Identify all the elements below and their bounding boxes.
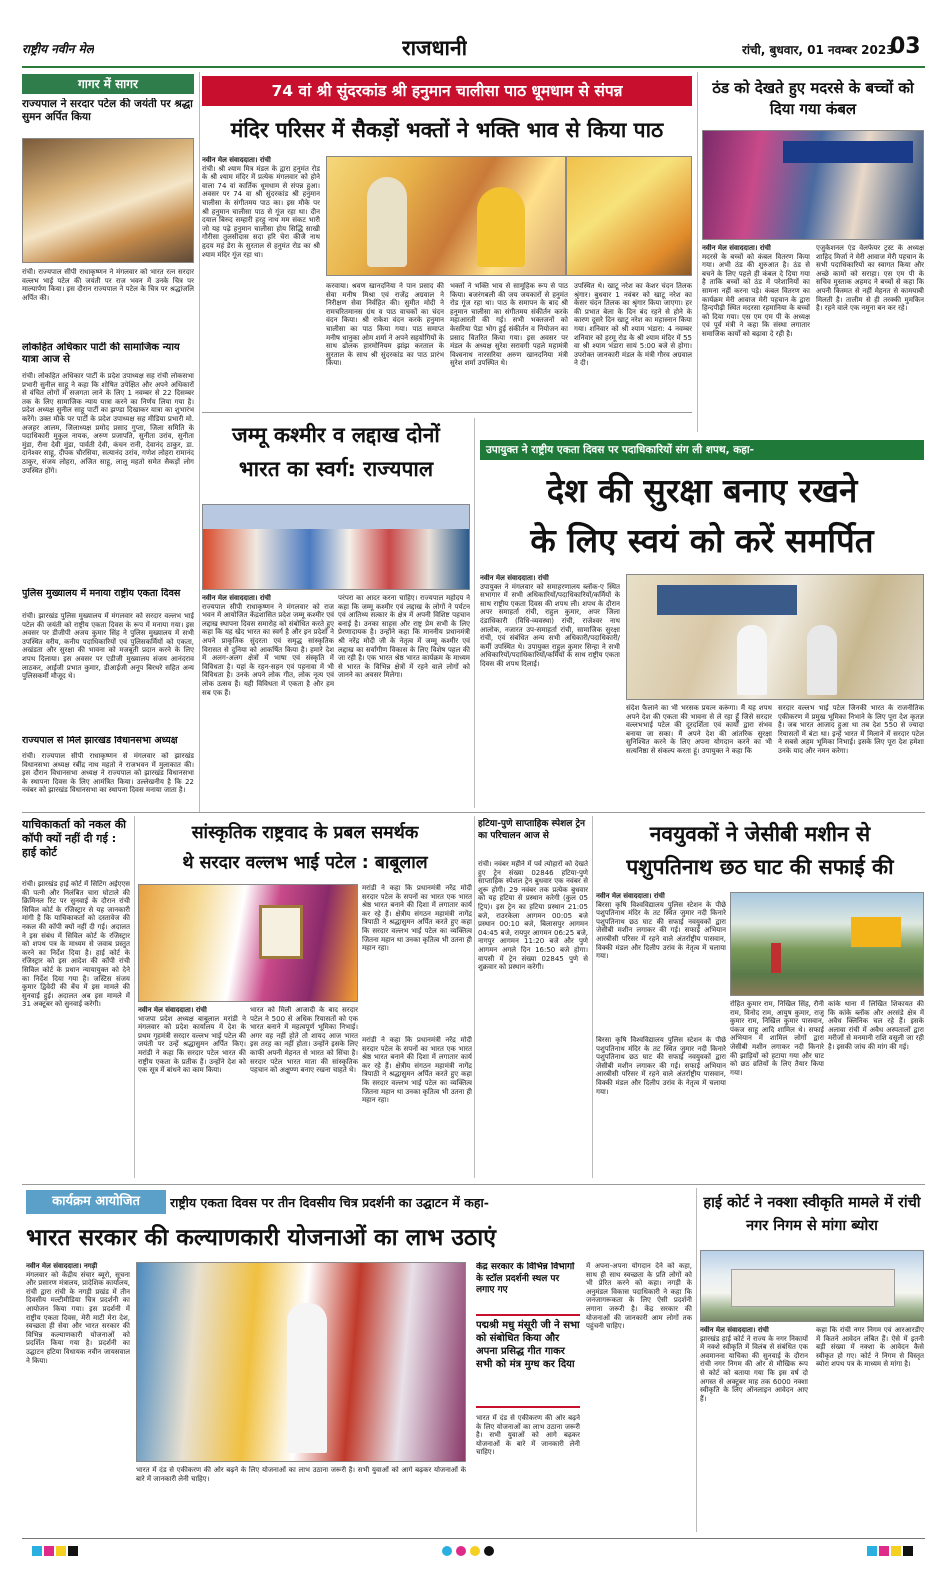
story-body: रांची। राज्यपाल सीपी राधाकृष्णन ने मंगलवार को भारत रत्न सरदार वल्लभ भाई पटेल की जयंती पर राज भवन में उनके चित्र पर माल्यार्पण किया। इस दौरान राज्यपाल ने पटेल के चित्र पर श्रद्धांजलि अर्पित की। xyxy=(22,268,194,302)
banner-strip xyxy=(783,141,913,163)
sundarkand-photo xyxy=(326,156,566,276)
portrait-frame xyxy=(259,905,303,959)
story-headline: पुलिस मुख्यालय में मनाया राष्ट्रीय एकता दिवस xyxy=(22,588,181,599)
high-court-photo xyxy=(700,1250,924,1322)
left-column xyxy=(22,70,196,815)
story-body: संदेश फैलाने का भी भरसक प्रयत्न करूंगा। मैं यह शपथ अपने देश की एकता की भावना से ले रहा हूँ जिसे सरदार वल्लभभाई पटेल की दूरदर्शिता एवं कार्यों द्वारा संभव बनाया जा सका। मैं अपने देश की आंतरिक सुरक्षा सुनिश्चित करने के लिए अपना योगदान करने का भी सत्यनिष्ठा से संकल्प करता हूं। उपायुक्त ने कहा कि xyxy=(626,704,772,755)
dateline: रांची, बुधवार, 01 नवम्बर 2023 xyxy=(742,43,895,57)
story-body: बिरसा कृषि विश्वविद्यालय पुलिस स्टेशन के पीछे पशुपतिनाथ मंदिर के तट स्थित जुमार नदी किनारे पशुपतिनाथ छठ घाट की सफाई नवयुवकों द्वारा जेसीबी मशीन लगाकर की गई। सफाई अभियान आरबीसी परिसर में रहने वाले अंतर्राष्ट्रीय पासवान, विक्की मंडल और दिलीप उरांव के नेतृत्व में चलाया गया। xyxy=(596,1036,726,1096)
story-body: कहा कि रांची नगर निगम एवं आरआरडीए में कितने आवेदन लंबित हैं। ऐसे में इतनी बड़ी संख्या में नक्शा के आवेदन कैसे स्वीकृत हो गए। कोर्ट ने निगम से विस्तृत ब्योरा शपथ पत्र के माध्यम से मांगा है। xyxy=(816,1326,924,1369)
byline: नवीन मेल संवाददाता। नगड़ी xyxy=(26,1262,98,1270)
story-text: मंगलवार को केंद्रीय संचार ब्यूरो, सूचना और प्रसारण मंत्रालय, प्रादेशिक कार्यालय, रांची द्वारा रांची के नगड़ी प्रखंड में तीन दिवसीय मल्टीमीडिया चित्र प्रदर्शनी का आयोजन किया गया। इस प्रदर्शनी में राष्ट्रीय एकता दिवस, मेरी माटी मेरा देश, स्वच्छता ही सेवा और भारत सरकार की विभिन्न कल्याणकारी योजनाओं को प्रदर्शित किया गया है। प्रदर्शनी का उद्घाटन हटिया विधायक नवीन जायसवाल ने किया। xyxy=(26,1270,130,1365)
story-text: उपायुक्त ने मंगलवार को समाहरणालय ब्लॉक-ए स्थित सभागार में सभी अधिकारियों/पदाधिकारियों/कर्मियों के साथ राष्ट्रीय एकता दिवस की शपथ ली। शपथ के दौरान अपर समाहर्ता रांची, राहुल कुमार, अपर जिला दंडाधिकारी (विधि-व्यवस्था) रांची, राजेश्वर नाथ आलोक, नजारत उप-समाहर्ता रांची, सामाजिक सुरक्षा रांची, एवं संबंधित अन्य सभी अधिकारी/पदाधिकारी/कर्मी उपस्थित थे। उपायुक्त राहुल कुमार सिन्हा ने सभी अधिकारियों/पदाधिकारियों/कर्मियों के साथ राष्ट्रीय एकता दिवस की शपथ दिलाई। xyxy=(480,582,620,668)
story-body xyxy=(26,1262,130,1530)
building-shape xyxy=(731,1269,895,1307)
byline: नवीन मेल संवाददाता। रांची xyxy=(596,892,665,900)
story-body: भारत में दंड से एकीकरण की ओर बढ़ने के लिए योजनाओं का लाभ उठाना जरूरी है। सभी युवाओं को आगे बढ़कर योजनाओं के बारे में जानकारी लेनी चाहिए। xyxy=(136,1466,466,1483)
madrasa-photo xyxy=(702,130,924,240)
registration-mark xyxy=(32,1546,42,1556)
story-body: भारत में दंड से एकीकरण की ओर बढ़ने के लिए योजनाओं का लाभ उठाना जरूरी है। सभी युवाओं को आगे बढ़कर योजनाओं के बारे में जानकारी लेनी चाहिए। xyxy=(476,1414,580,1457)
registration-mark xyxy=(56,1546,66,1556)
unity-headline-line1: देश की सुरक्षा बनाए रखने xyxy=(546,471,858,510)
section-label: कार्यक्रम आयोजित xyxy=(26,1190,166,1214)
byline: नवीन मेल संवाददाता। रांची xyxy=(700,1326,769,1334)
registration-mark xyxy=(484,1546,494,1556)
byline: नवीन मेल संवाददाता। रांची xyxy=(702,244,771,252)
registration-mark xyxy=(879,1546,889,1556)
section-title: राजधानी xyxy=(402,36,468,60)
train-headline: हटिया-पुणे साप्ताहिक स्पेशल ट्रेन का परिचालन आज से xyxy=(478,819,585,841)
jk-headline-line2: भारत का स्वर्ग: राज्यपाल xyxy=(238,457,434,481)
story-body: में अपना-अपना योगदान देने को कहा, साथ ही साथ स्वच्छता के प्रति लोगों को भी प्रेरित करने को कहा। नगड़ी के अनुमंडल विकास पदाधिकारी ने कहा कि जनजागरूकता के लिए ऐसी प्रदर्शनी लगाना जरूरी है। केंद्र सरकार की योजनाओं की जानकारी आम लोगों तक पहुंचनी चाहिए। xyxy=(586,1262,692,1331)
jcb-photo xyxy=(730,892,924,996)
devotee-figure xyxy=(477,187,525,267)
registration-mark xyxy=(867,1546,877,1556)
story-text: झारखंड हाई कोर्ट ने राज्य के नगर निकायों में नक्शे स्वीकृति में विलंब से संबंधित एक अवमानना याचिका की सुनवाई के दौरान रांची नगर निगम की ओर से मौखिक रूप से कोर्ट को बताया गया कि इस वर्ष दो अगस्त से अक्टूबर माह तक 6000 नक्शा स्वीकृति के लिए ऑनलाइन आवेदन आए हैं। xyxy=(700,1334,808,1403)
unity-headline xyxy=(480,466,924,570)
section-label: गागर में सागर xyxy=(22,74,194,94)
story-body: एजुकेशनल एंड वेलफेयर ट्रस्ट के अध्यक्ष शाहिद मिर्जा ने मेरी आवाज मेरी पहचान के सभी पदाधिकारियों का स्वागत किया और अच्छे कामों को सराहा। एस एम पी के सचिव मुस्ताक अहमद ने बच्चों से कहा कि अपनी किस्मत से नहीं मेहनत से कामयाबी मिलती है। तालीम से ही तरक्की मुमकिन है। रहने वाले एक नमूना बन कर रहे। xyxy=(816,244,924,313)
jk-photo xyxy=(202,504,470,590)
exhibition-sidehead: केंद्र सरकार के विभिन्न विभागों के स्टॉल प्रदर्शनी स्थल पर लगाए गए xyxy=(476,1262,575,1295)
story-headline: राज्यपाल से मिले झारखंड विधानसभा अध्यक्ष xyxy=(22,736,178,746)
story-body xyxy=(702,244,810,432)
stage-banner xyxy=(203,505,470,529)
patel-headline xyxy=(138,818,472,880)
story-body: भक्तों ने भक्ति भाव से सामूहिक रूप से पाठ किया। बजरंगबली की जय जयकारों से हनुमंत रोड गूंज रहा था। पाठ के समापन के बाद श्री हनुमान चालीसा का संगीतमय संकीर्तन करके महाआरती की गई। सभी भक्तजनों को केसरिया पेडा भोग हुई संकीर्तन व नियोजन का प्रसाद वितरित किया गया। इस अवसर पर मंडल के अध्यक्ष सुरेश सरावगी पहले महामंत्री विश्वनाथ नारसरिया अरुण खानदनिया मंत्री सुरेश शर्मा उपस्थित थे। xyxy=(450,282,568,368)
story-body xyxy=(202,594,334,806)
hc-map-headline: हाई कोर्ट ने नक्शा स्वीकृति मामले में रांची नगर निगम से मांगा ब्योरा xyxy=(703,1195,921,1234)
story-body: भारत को मिली आजादी के बाद सरदार पटेल ने 500 से अधिक रियासतों को एक भारत बनाने में महत्वपूर्ण भूमिका निभाई। अगर वह नहीं होते तो शायद आज भारत इस तरह का नहीं होता। उन्होंने इसके लिए काफी अपनी मेहनत से भारत को सिंचा है। सरदार पटेल भारत माता की सांस्कृतिक पहचान को अक्षुण्ण बनाए रखना चाहते थे। xyxy=(250,1006,358,1075)
patel-headline-line2: थे सरदार वल्लभ भाई पटेल : बाबूलाल xyxy=(182,853,428,873)
byline: नवीन मेल संवाददाता। रांची xyxy=(138,1006,207,1014)
official-figure xyxy=(737,625,767,695)
byline: नवीन मेल संवाददाता। रांची xyxy=(480,574,549,582)
pull-quote: पद्मश्री मधु मंसूरी जी ने सभा को संबोधित किया और अपना प्रसिद्ध गीत गाकर सभी को मंत्र मुग्ध कर दिया xyxy=(476,1314,580,1408)
story-text: मदरसे के बच्चों को कंबल वितरण किया गया। अभी ठंड की शुरुआत है। ठंड से बचने के लिए पहले ही कंबल दे दिया गया है ताकि बच्चों को ठंड में परेशानियों का सामना नहीं करना पड़े। कंबल वितरण का कार्यक्रम मेरी आवाज मेरी पहचान के द्वारा हिन्दपीढ़ी स्थित मदरसा रहमानिया के बच्चों को दिया गया। एस एम एम पी के अध्यक्ष एवं पूर्व मंत्री ने कहा कि संस्था लगातार समाजिक कार्यों को बढ़ावा दे रही है। xyxy=(702,252,810,338)
byline: नवीन मेल संवाददाता। रांची xyxy=(202,594,271,602)
sundarkand-headline: मंदिर परिसर में सैकड़ों भक्तों ने भक्ति भाव से किया पाठ xyxy=(230,118,664,142)
story-body xyxy=(138,1006,246,1178)
byline: नवीन मेल संवाददाता। रांची xyxy=(202,156,271,164)
petition-headline: याचिकाकर्ता को नकल की कॉपी क्यों नहीं दी गई : हाई कोर्ट xyxy=(22,818,127,859)
patel-headline-line1: सांस्कृतिक राष्ट्रवाद के प्रबल समर्थक xyxy=(191,823,419,843)
worker-figure xyxy=(771,943,781,973)
story-body: कांके थाना में लिखित शिकायत की कि कांके ब्लॉक और अरसंडे क्षेत्र में अवैध क्लिनिक चल रहे हैं। इसके अलावा रांची में अवैध अस्पतालों द्वारा मरीजों से मनमानी राशि वसूली जा रही है। इसकी जांच की मांग की गई। xyxy=(828,1000,924,1051)
registration-mark xyxy=(891,1546,901,1556)
exhibition-kicker: राष्ट्रीय एकता दिवस पर तीन दिवसीय चित्र प्रदर्शनी का उद्घाटन में कहा- xyxy=(170,1195,489,1210)
story-body xyxy=(700,1326,808,1530)
official-figure xyxy=(807,625,837,695)
exhibition-photo xyxy=(136,1262,466,1462)
story-body: रांची। राज्यपाल सीपी राधाकृष्णन से मंगलवार को झारखंड विधानसभा अध्यक्ष रबींद्र नाथ महतो ने राजभवन में मुलाकात की। इस दौरान विधानसभा अध्यक्ष ने राज्यपाल को झारखंड विधानसभा के स्थापना दिवस के लिए आमंत्रित किया। उल्लेखनीय है कि 22 नवंबर को झारखंड विधानसभा का स्थापना दिवस मनाया जाता है। xyxy=(22,752,194,795)
unity-kicker: उपायुक्त ने राष्ट्रीय एकता दिवस पर पदाधिकारियों संग ली शपथ, कहा- xyxy=(480,440,924,460)
madrasa-headline: ठंड को देखते हुए मदरसे के बच्चों को दिया गया कंबल xyxy=(712,79,914,118)
story-body: रांची। लोकहित अधिकार पार्टी के प्रदेश उपाध्यक्ष सह रांची लोकसभा प्रभारी सुनील साहू ने कहा कि शोषित उपेक्षित और अपने अधिकारों से वंचित लोगों में सजगता लाने के लिए 1 नवम्बर से 22 दिसम्बर तक के लिए सामाजिक न्याय यात्रा करने का निर्णय लिया गया है। प्रदेश अध्यक्ष सुनील साहू पार्टी का झण्डा दिखाकर यात्रा का शुभारंभ करेंगे। उक्त मौके पर पार्टी के प्रदेश उपाध्यक्ष सह मीडिया प्रभारी मो. अजहर आलम, जिलाध्यक्ष प्रमोद प्रसाद गुप्ता, जिला समिति के पदाधिकारी मुकुल नायक, अरुण प्रजापति, सुनीता उरांव, सुनीता मुंडा, रीना देवी मुंडा, पार्वती देवी, कंचन रानी, देवानंद ठाकुर, डा. दानेश्वर साहू, दीपक चौरसिया, सत्यानंद उरांव, गणेश लोहरा रामानंद ठाकुर, संजय लोहरा, अजित साहू, लालू महतो समेत सैकड़ों लोग उपस्थित होंगे। xyxy=(22,372,194,475)
unity-headline-line2: के लिए स्वयं को करें समर्पित xyxy=(530,521,874,560)
story-headline: राज्यपाल ने सरदार पटेल की जयंती पर श्रद्धा सुमन अर्पित किया xyxy=(22,98,193,123)
jcb-headline-line2: पशुपतिनाथ छठ घाट की सफाई की xyxy=(626,855,894,879)
story-body: करवाया। श्रवण खानदनिया ने पान प्रसाद की सेवा मनीष मिश्रा एवं राजेंद्र अग्रवाल ने निरीक्षण सेवा निर्वहित की। सुमीत मोदी ने रामचरितमानस ग्रंथ व पाठ वाचकों का चंदन वंदन किया। श्री राकेश वंदन करके हनुमान चालीसा का पाठ किया गया। पाठ समाप्त मनीष धानुका ओम शर्मा ने अपने सहयोगियों के साथ ढोलक हारमोनियम झांझ करताल के सुरताल के साथ श्री सुंदरकांड का पाठ प्रारंभ किया। xyxy=(326,282,444,368)
patel-tribute-photo xyxy=(138,884,358,1002)
registration-mark xyxy=(456,1546,466,1556)
paper-name: राष्ट्रीय नवीन मेल xyxy=(22,42,94,56)
registration-mark xyxy=(442,1546,452,1556)
footer-rule xyxy=(22,1538,925,1539)
story-body xyxy=(480,574,620,806)
jcb-headline xyxy=(596,818,924,888)
story-body: रांची। नवंबर महीने में पर्व त्योहारों को देखते हुए ट्रेन संख्या 02846 हटिया-पुणे साप्ताहिक स्पेशल ट्रेन बुधवार एक नवंबर से शुरू होगी। 29 नवंबर तक प्रत्येक बुधवार को यह हटिया से प्रस्थान करेगी (कुल 05 ट्रिप)। इस ट्रेन का हटिया प्रस्थान 21:05 बजे, राउरकेला आगमन 00:05 बजे प्रस्थान 00:10 बजे, बिलासपुर आगमन 04:45 बजे, रायपुर आगमन 06:25 बजे, नागपुर आगमन 11:20 बजे और पुणे आगमन अगले दिन 16:50 बजे होगा। वापसी में ट्रेन संख्या 02845 पुणे से शुक्रवार को प्रस्थान करेगी। xyxy=(478,860,588,972)
hall-banner xyxy=(657,585,797,615)
registration-mark xyxy=(903,1546,913,1556)
story-body xyxy=(596,892,726,1032)
story-body: रांची। झारखंड पुलिस मुख्यालय में मंगलवार को सरदार वल्लभ भाई पटेल की जयंती को राष्ट्रीय एकता दिवस के रूप में मनाया गया। इस अवसर पर डीजीपी अजय कुमार सिंह ने पुलिस मुख्यालय में सभी उपस्थित वरीय, कनीय पदाधिकारियों एवं पुलिसकर्मियों को एकता, अखंडता और सुरक्षा की भावना को मजबूती प्रदान करने के लिए शपथ दिलाया। इस अवसर पर एडीजी मुख्यालय संजय आनंदराव लाठकर, आईजी प्रभात कुमार, डीआईजी अनूप बिरथरे सहित अन्य पुलिसकर्मी मौजूद थे। xyxy=(22,612,194,681)
ribbon-figure xyxy=(287,1303,327,1453)
story-body: उपस्थित थे। खाटू नरेश का केशर चंदन तिलक श्रृंगार। बुधवार 1 नवंबर को खाटू नरेश का केसर चंदन तिलक का श्रृंगार किया जाएगा। हर की प्रभात बेला के दिन बंद रहने से होने के कारण दूसरे दिन खाटू नरेश का महास्नान किया गया। शनिवार को श्री श्याम भंडारा: 4 नवम्बर शनिवार को हरमू रोड के श्री श्याम मंदिर में 55 वा श्री श्याम भंडारा सायं 5:00 बजे से होगा। उपरोक्त जानकारी मंडल के मंत्री गौरव अग्रवाल ने दी। xyxy=(574,282,692,368)
jcb-headline-line1: नवयुवकों ने जेसीबी मशीन से xyxy=(649,822,871,846)
story-text: भाजपा प्रदेश अध्यक्ष बाबूलाल मरांडी ने मंगलवार को प्रदेश कार्यालय में देश के प्रथम गृहमंत्री सरदार वल्लभ भाई पटेल की जयंती पर उन्हें श्रद्धासुमन अर्पित किए। मरांडी ने कहा कि सरदार पटेल भारत की राष्ट्रीय एकता के प्रतीक हैं। उन्होंने देश को एक सूत्र में बांधने का काम किया। xyxy=(138,1014,246,1075)
story-body: मरांडी ने कहा कि प्रधानमंत्री नरेंद्र मोदी सरदार पटेल के सपनों का भारत एक भारत श्रेष्ठ भारत बनाने की दिशा में लगातार कार्य कर रहे हैं। क्षेत्रीय संगठन महामंत्री नागेंद्र त्रिपाठी ने श्रद्धासुमन अर्पित करते हुए कहा कि सरदार वल्लभ भाई पटेल का व्यक्तित्व जितना महान था उनका कृतित्व भी उतना ही महान रहा। xyxy=(362,884,472,953)
sundarkand-photo-2 xyxy=(566,156,692,276)
registration-mark xyxy=(68,1546,78,1556)
story-body: सरदार वल्लभ भाई पटेल जिनकी भारत के राजनीतिक एकीकरण में प्रमुख भूमिका निभाने के लिए पूरा देश कृतज्ञ है। जब भारत आजाद हुआ था तब देश 550 से ज्यादा रियासतों में बंटा था। इन्हें भारत में मिलाने में सरदार पटेल ने सबसे अहम भूमिका निभाई। इसके लिए पूरा देश हमेशा उनके याद और नमन करेगा। xyxy=(778,704,924,755)
unity-oath-photo xyxy=(626,574,924,700)
story-body: रांची। झारखंड हाई कोर्ट में सिटिंग अईएएस की पत्नी और निलंबित चारा घोटाले की क्रिमिनल रिट पर सुनवाई के दौरान रांची सिविल कोर्ट के रजिस्ट्रार से यह जानकारी मांगी है कि याचिकाकर्ता को दस्तावेज की नकल की कॉपी क्यों नहीं दी गई। अदालत ने इस संबंध में सिविल कोर्ट के रजिस्ट्रार को शपथ पत्र के माध्यम से जवाब प्रस्तुत करने का निर्देश दिया है। हाई कोर्ट के रजिस्ट्रार को इस आदेश की कॉपी रांची सिविल कोर्ट के प्रधान न्यायायुक्त को देने का निर्देश दिया गया है। जस्टिस संजय कुमार द्विवेदी की बेंच में इस मामले की सुनवाई हुई। अदालत अब इस मामले में 31 अक्टूबर को सुनवाई करेगी। xyxy=(22,880,130,1009)
devotee-figure xyxy=(367,177,407,267)
story-text: बिरसा कृषि विश्वविद्यालय पुलिस स्टेशन के पीछे पशुपतिनाथ मंदिर के तट स्थित जुमार नदी किनारे पशुपतिनाथ छठ घाट की सफाई नवयुवकों द्वारा जेसीबी मशीन लगाकर की गई। सफाई अभियान आरबीसी परिसर में रहने वाले अंतर्राष्ट्रीय पासवान, विक्की मंडल और दिलीप उरांव के नेतृत्व में चलाया गया। xyxy=(596,900,726,961)
registration-mark xyxy=(470,1546,480,1556)
color-registration-bar xyxy=(22,1544,925,1558)
jk-headline-line1: जम्मू कश्मीर व लद्दाख दोनों xyxy=(232,423,440,447)
page-number: 03 xyxy=(890,34,921,59)
story-body: परंपरा का आदर करना चाहिए। राज्यपाल महोदय ने कहा कि जम्मू कश्मीर एवं लद्दाख के लोगों ने पर्यटन एवं आतिथ्य सत्कार के क्षेत्र में अपनी विशिष्ट पहचान बनाई है। उनका साहस और राष्ट्र प्रेम सभी के लिए प्रेरणादायक है। उन्होंने कहा कि माननीय प्रधानमंत्री श्री नरेंद्र मोदी जी के नेतृत्व में जम्मू कश्मीर एवं लद्दाख का सर्वांगीण विकास के लिए विशेष पहल की जा रही है। एक भारत श्रेष्ठ भारत कार्यक्रम के माध्यम से भारत के विभिन्न क्षेत्रों में रहने वाले लोगों को जानने का अवसर मिलेगा। xyxy=(338,594,470,680)
exhibition-headline: भारत सरकार की कल्याणकारी योजनाओं का लाभ उठाएं xyxy=(26,1225,496,1251)
masthead-rule xyxy=(22,66,925,68)
story-body: मरांडी ने कहा कि प्रधानमंत्री नरेंद्र मोदी सरदार पटेल के सपनों का भारत एक भारत श्रेष्ठ भारत बनाने की दिशा में लगातार कार्य कर रहे हैं। क्षेत्रीय संगठन महामंत्री नागेंद्र त्रिपाठी ने श्रद्धासुमन अर्पित करते हुए कहा कि सरदार वल्लभ भाई पटेल का व्यक्तित्व जितना महान था उनका कृतित्व भी उतना ही महान रहा। xyxy=(362,1036,472,1105)
story-body: रोहित कुमार राम, निखिल सिंह, रौनी राम, विनोद राम, आयुष कुमार, राजू कुमार राम, निखिल कुमार पासवान, पंकज साहू आदि शामिल थे। सफाई अभियान में शामिल लोगों द्वारा जेसीबी मशीन लगाकर नदी किनारे की झाड़ियों को हटाया गया और घाट को छठ व्रतियों के लिए तैयार किया गया। xyxy=(730,1000,824,1077)
story-text: राज्यपाल सीपी राधाकृष्णन ने मंगलवार को राज भवन में आयोजित केंद्रशासित प्रदेश जम्मू कश्मीर एवं लद्दाख स्थापना दिवस समारोह को संबोधित करते हुए कहा कि यह खेद भारत का स्वर्ग है और इन प्रदेशों ने अपने प्राकृतिक सुंदरता एवं समृद्ध सांस्कृतिक विरासत से दुनिया को आकर्षित किया है। हमारे देश में अलग-अलग क्षेत्रों में भाषा एवं संस्कृति में विविधता है। यहां के रहन-सहन एवं पहनावा में भी विविधता है। उनके अपने लोक गीत, लोक नृत्य एवं लोक उत्सव हैं। यही विविधता में एकता है और हम सब एक हैं। xyxy=(202,602,334,697)
jcb-machine xyxy=(851,917,901,947)
sundarkand-banner: 74 वां श्री सुंदरकांड श्री हनुमान चालीसा पाठ धूमधाम से संपन्न xyxy=(202,76,692,106)
story-headline: लोकहित अधिकार पार्टी की सामाजिक न्याय यात्रा आज से xyxy=(22,342,180,365)
story-text: रांची। श्री श्याम मित्र मंडल के द्वारा हनुमंत रोड के श्री श्याम मंदिर में प्रत्येक मंगलवार को होने वाला 74 वां कार्तिक धूमधाम से संपन्न हुआ। अवसर पर 74 वा श्री सुंदरकांड श्री हनुमान चालीसा के संगीतमय पाठ का। इस मौके पर श्री हनुमान चालीसा पाठ से गूंज रहा था। दीन दयाल बिरुद सम्हारी हरहु नाथ मम संकट भारी जो यह पढ़े हनुमान चालीसा होय सिद्धि साखी गौरीसा तुलसीदास सदा हरि चेरा कीजै नाथ हृदय महं डेरा के सुरताल से हनुमंत रोड का श्री श्याम मंदिर गूंज रहा था। xyxy=(202,164,320,259)
registration-mark xyxy=(44,1546,54,1556)
governor-photo xyxy=(22,138,194,263)
story-body xyxy=(202,156,320,406)
masthead xyxy=(22,30,925,66)
jk-headline xyxy=(202,418,470,494)
